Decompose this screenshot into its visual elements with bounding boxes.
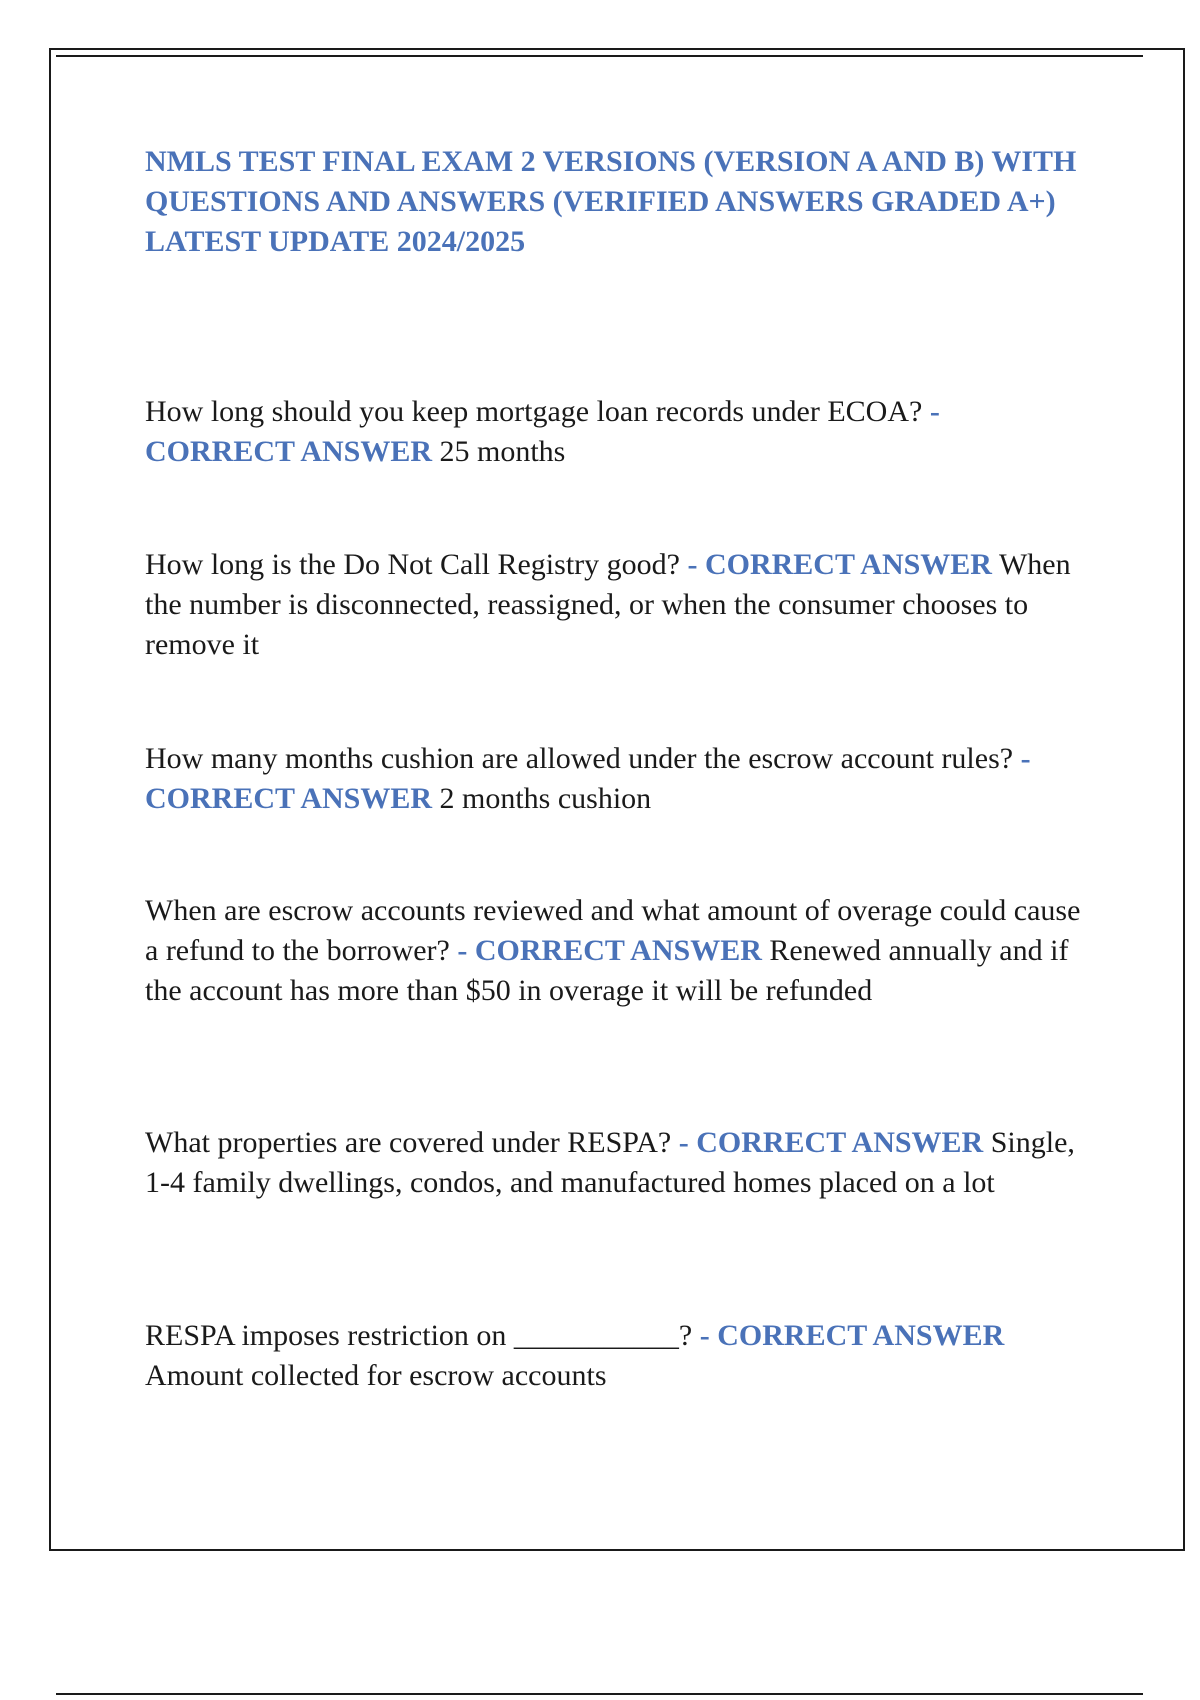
document-title: NMLS TEST FINAL EXAM 2 VERSIONS (VERSION A AND B) WITH QUESTIONS AND ANSWERS (VERIFIED ANSWERS GRADED A+) LATEST UPDATE 2024/2025 (145, 145, 1077, 258)
qa-item (145, 392, 1085, 472)
correct-answer-label: - CORRECT ANSWER (457, 934, 762, 967)
correct-answer-label: - CORRECT ANSWER (678, 1126, 984, 1159)
answer-text: Renewed annually and if the account has more than $50 in overage it will be refunded (145, 934, 1069, 1007)
question-text: How long is the Do Not Call Registry good? (145, 548, 680, 581)
answer-text: Single, 1-4 family dwellings, condos, and manufactured homes placed on a lot (145, 1126, 1075, 1199)
answer-text: When the number is disconnected, reassigned, or when the consumer chooses to remove it (145, 548, 1071, 661)
question-text: RESPA imposes restriction on ___________? (145, 1319, 693, 1352)
qa-item (145, 1316, 1085, 1396)
bottom-rule (56, 1693, 1143, 1695)
correct-answer-label: - CORRECT ANSWER (145, 395, 940, 468)
answer-text: Amount collected for escrow accounts (145, 1359, 607, 1392)
question-text: How many months cushion are allowed under the escrow account rules? (145, 742, 1014, 775)
qa-item (145, 1123, 1085, 1203)
question-text: How long should you keep mortgage loan records under ECOA? (145, 395, 923, 428)
question-text: When are escrow accounts reviewed and what amount of overage could cause a refund to the borrower? (145, 894, 1081, 967)
correct-answer-label: - CORRECT ANSWER (699, 1319, 1005, 1352)
correct-answer-label: - CORRECT ANSWER (145, 742, 1031, 815)
answer-text: 25 months (439, 435, 566, 468)
question-text: What properties are covered under RESPA? (145, 1126, 672, 1159)
top-rule (56, 55, 1143, 57)
qa-item (145, 739, 1085, 819)
correct-answer-label: - CORRECT ANSWER (687, 548, 992, 581)
answer-text: 2 months cushion (439, 782, 652, 815)
qa-item (145, 545, 1085, 665)
qa-item (145, 891, 1085, 1011)
